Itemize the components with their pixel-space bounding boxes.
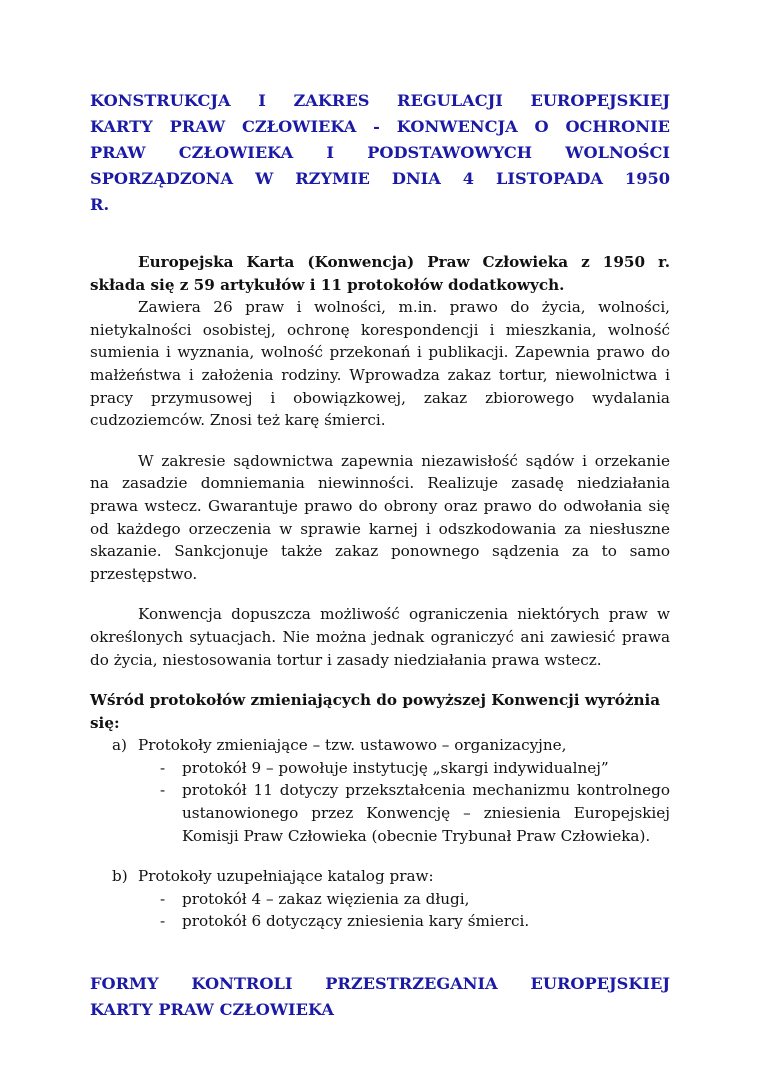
dash-marker: - <box>160 781 166 800</box>
dash-marker: - <box>160 758 166 777</box>
protocol-group-b-items <box>90 888 670 933</box>
protocol-group-a <box>90 734 670 757</box>
protocols-list <box>90 734 670 757</box>
heading-line: KONSTRUKCJA I ZAKRES REGULACJI EUROPEJSKIEJ <box>90 91 670 110</box>
protocol-group-label: Protokoły zmieniające – tzw. ustawowo – organizacyjne, <box>138 736 567 755</box>
intro-body: Zawiera 26 praw i wolności, m.in. prawo do życia, wolności, nietykalności osobistej, ochronę korespondencji i mieszkania, wolność sumienia i wyznania, wolność przekonań i publikacji. Zapewnia prawo do małżeństwa i założenia rodziny. Wprowadza zakaz tortur, niewolnictwa i pracy przymusowej i obowiązkowej, zakaz zbiorowego wydalania cudzoziemców. Znosi też karę śmierci. <box>90 298 670 430</box>
list-item <box>90 779 670 847</box>
section-heading-konstrukcja <box>90 88 670 218</box>
heading-line: SPORZĄDZONA W RZYMIE DNIA 4 LISTOPADA 1950 <box>90 169 670 188</box>
section-heading-formy-kontroli <box>90 971 670 1023</box>
document-page <box>90 88 670 1023</box>
dash-marker: - <box>160 912 166 931</box>
dash-marker: - <box>160 889 166 908</box>
heading-line: KARTY PRAW CZŁOWIEKA - KONWENCJA O OCHRONIE <box>90 117 670 136</box>
list-item-text: protokół 9 – powołuje instytucję „skargi indywidualnej” <box>182 758 609 777</box>
list-item-text: protokół 11 dotyczy przekształcenia mechanizmu kontrolnego ustanowionego przez Konwencję – zniesienia Europejskiej Komisji Praw Człowieka (obecnie Trybunał Praw Człowieka). <box>182 781 670 845</box>
heading-line: PRAW CZŁOWIEKA I PODSTAWOWYCH WOLNOŚCI <box>90 143 670 162</box>
list-item <box>90 757 670 780</box>
list-item-text: protokół 4 – zakaz więzienia za długi, <box>182 889 470 908</box>
heading-line: FORMY KONTROLI PRZESTRZEGANIA EUROPEJSKIEJ <box>90 974 670 994</box>
protocols-list-b <box>90 865 670 888</box>
list-item <box>90 888 670 911</box>
list-item <box>90 910 670 933</box>
protocol-group-b <box>90 865 670 888</box>
list-marker: b) <box>112 867 128 886</box>
heading-line: R. <box>90 195 110 214</box>
protocol-group-a-items <box>90 757 670 847</box>
list-item-text: protokół 6 dotyczący zniesienia kary śmierci. <box>182 912 530 931</box>
heading-line: KARTY PRAW CZŁOWIEKA <box>90 1000 334 1020</box>
judiciary-paragraph: W zakresie sądownictwa zapewnia niezawisłość sądów i orzekanie na zasadzie domniemania niewinności. Realizuje zasadę niedziałania prawa wstecz. Gwarantuje prawo do obrony oraz prawo do odwołania się od każdego orzeczenia w sprawie karnej i odszkodowania za niesłuszne skazanie. Sankcjonuje także zakaz ponownego sądzenia za to samo przestępstwo. <box>90 451 670 583</box>
limitations-paragraph: Konwencja dopuszcza możliwość ograniczenia niektórych praw w określonych sytuacjach. Nie można jednak ograniczyć ani zawiesić prawa do życia, niestosowania tortur i zasady niedziałania prawa wstecz. <box>90 605 670 669</box>
list-marker: a) <box>112 736 127 755</box>
intro-lead: Europejska Karta (Konwencja) Praw Człowieka z 1950 r. składa się z 59 artykułów i 11 protokołów dodatkowych. <box>90 253 670 294</box>
protocols-title: Wśród protokołów zmieniających do powyższej Konwencji wyróżnia się: <box>90 691 661 732</box>
protocol-group-label: Protokoły uzupełniające katalog praw: <box>138 867 434 886</box>
